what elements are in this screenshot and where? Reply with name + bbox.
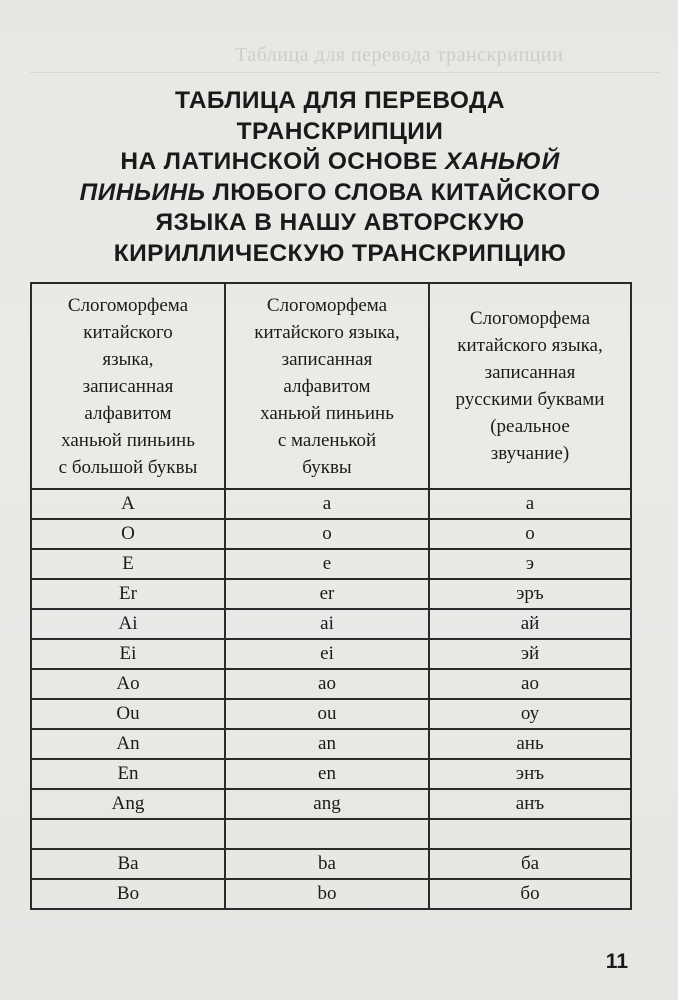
table-row (31, 549, 631, 579)
cyrillic-cell (429, 819, 631, 849)
pinyin-capital-cell: O (31, 519, 225, 549)
pinyin-capital-cell: Ba (31, 849, 225, 879)
table-header-row (31, 283, 631, 489)
table-row (31, 699, 631, 729)
title-line-2: ТРАНСКРИПЦИИ (236, 117, 444, 145)
table-row (31, 489, 631, 519)
column-header-line: ханьюй пиньинь (260, 402, 394, 424)
column-header-line: Слогоморфема (67, 294, 189, 316)
column-header-2 (225, 283, 429, 489)
pinyin-capital-cell: Bo (31, 879, 225, 909)
title-line-3 (30, 147, 650, 178)
pinyin-lowercase-cell: ang (225, 789, 429, 819)
cyrillic-cell: ба (429, 849, 631, 879)
cyrillic-cell: ань (429, 729, 631, 759)
column-header-line: Слогоморфема (266, 294, 388, 316)
title-line-4 (30, 178, 650, 209)
column-header-line: с большой буквы (58, 456, 198, 478)
cyrillic-cell: э (429, 549, 631, 579)
pinyin-capital-cell: An (31, 729, 225, 759)
cyrillic-cell: ао (429, 669, 631, 699)
running-header-bleedthrough: Таблица для перевода транскрипции (235, 44, 564, 66)
cyrillic-cell: о (429, 519, 631, 549)
pinyin-lowercase-cell: o (225, 519, 429, 549)
cyrillic-cell: ай (429, 609, 631, 639)
pinyin-capital-cell: Er (31, 579, 225, 609)
pinyin-capital-cell: A (31, 489, 225, 519)
table-row (31, 729, 631, 759)
pinyin-lowercase-cell: ei (225, 639, 429, 669)
column-header-line: алфавитом (283, 375, 371, 397)
pinyin-capital-cell: En (31, 759, 225, 789)
table-row (31, 669, 631, 699)
title-line-5: ЯЗЫКА В НАШУ АВТОРСКУЮ (155, 209, 525, 236)
column-header-line: Слогоморфема (469, 308, 591, 329)
column-header-line: русскими буквами (455, 389, 605, 410)
page-title (30, 86, 650, 269)
column-header-line: записанная (82, 375, 174, 397)
table-row (31, 519, 631, 549)
column-header-line: записанная (281, 348, 373, 370)
column-header-line: записанная (484, 362, 576, 383)
transcription-table (30, 282, 632, 910)
cyrillic-cell: оу (429, 699, 631, 729)
title-line-3-normal: НА ЛАТИНСКОЙ ОСНОВЕ (120, 148, 445, 175)
cyrillic-cell: анъ (429, 789, 631, 819)
cyrillic-cell: а (429, 489, 631, 519)
title-line-1: ТАБЛИЦА ДЛЯ ПЕРЕВОДА (175, 87, 505, 114)
table-row (31, 639, 631, 669)
cyrillic-cell: бо (429, 879, 631, 909)
cyrillic-cell: эй (429, 639, 631, 669)
pinyin-lowercase-cell: ao (225, 669, 429, 699)
page-number: 11 (605, 950, 628, 973)
column-header-3 (429, 283, 631, 489)
table-row (31, 819, 631, 849)
title-line-4-italic: ПИНЬИНЬ (79, 178, 206, 206)
pinyin-lowercase-cell: er (225, 579, 429, 609)
pinyin-lowercase-cell (225, 819, 429, 849)
column-header-line: языка, (102, 348, 154, 370)
column-header-line: (реальное (490, 416, 570, 437)
header-rule (30, 72, 660, 73)
column-header-line: китайского языка, (254, 321, 400, 343)
column-header-line: буквы (302, 456, 352, 478)
pinyin-capital-cell: Ei (31, 639, 225, 669)
column-header-line: с маленькой (277, 429, 377, 451)
pinyin-lowercase-cell: an (225, 729, 429, 759)
pinyin-capital-cell: Ang (31, 789, 225, 819)
column-header-line: ханьюй пиньинь (61, 429, 195, 451)
column-header-line: алфавитом (84, 402, 172, 424)
table-body (31, 489, 631, 909)
table-row (31, 849, 631, 879)
title-line-4-normal: ЛЮБОГО СЛОВА КИТАЙСКОГО (205, 178, 601, 206)
table-row (31, 789, 631, 819)
pinyin-capital-cell: Ai (31, 609, 225, 639)
pinyin-lowercase-cell: ba (225, 849, 429, 879)
column-header-line: китайского языка, (457, 335, 603, 356)
pinyin-lowercase-cell: bo (225, 879, 429, 909)
table-row (31, 609, 631, 639)
column-header-line: китайского (83, 321, 173, 343)
table-row (31, 759, 631, 789)
pinyin-capital-cell (31, 819, 225, 849)
title-line-6: КИРИЛЛИЧЕСКУЮ ТРАНСКРИПЦИЮ (113, 239, 567, 267)
cyrillic-cell: эръ (429, 579, 631, 609)
pinyin-lowercase-cell: e (225, 549, 429, 579)
cyrillic-cell: энъ (429, 759, 631, 789)
table-row (31, 579, 631, 609)
column-header-1 (31, 283, 225, 489)
pinyin-lowercase-cell: en (225, 759, 429, 789)
pinyin-lowercase-cell: ou (225, 699, 429, 729)
pinyin-capital-cell: Ao (31, 669, 225, 699)
pinyin-lowercase-cell: ai (225, 609, 429, 639)
pinyin-capital-cell: E (31, 549, 225, 579)
title-line-3-italic: ХАНЬЮЙ (444, 148, 560, 175)
pinyin-lowercase-cell: a (225, 489, 429, 519)
column-header-line: звучание) (490, 443, 570, 464)
table-row (31, 879, 631, 909)
pinyin-capital-cell: Ou (31, 699, 225, 729)
